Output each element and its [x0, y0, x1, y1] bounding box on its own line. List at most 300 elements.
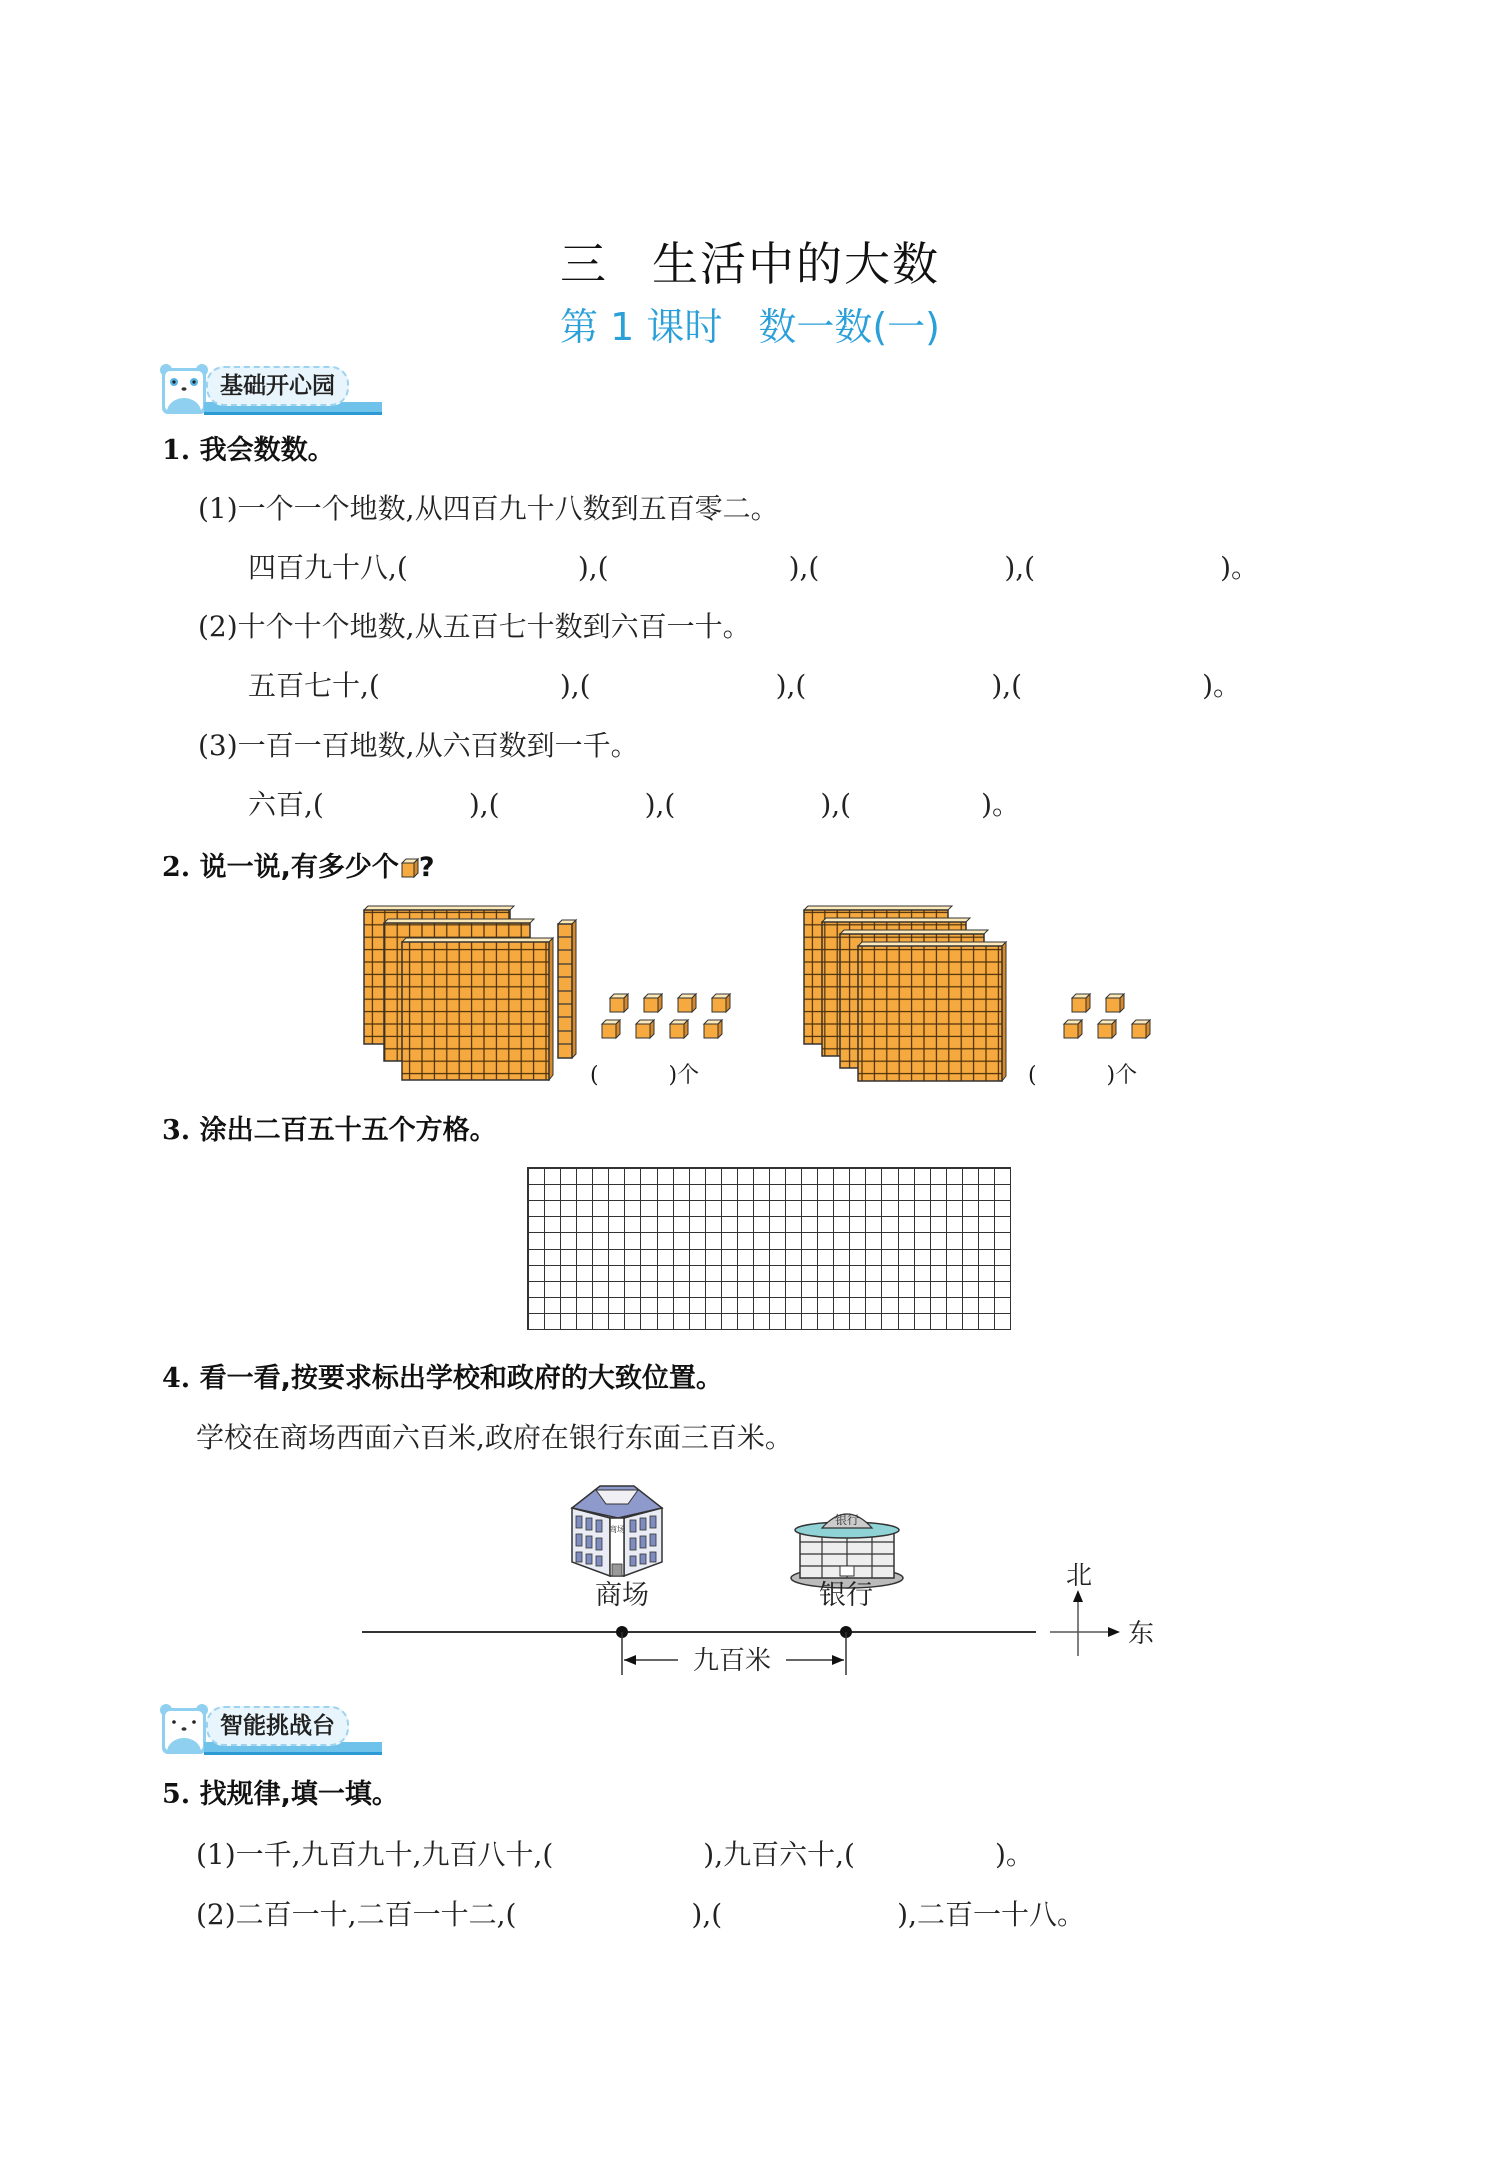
grid-cell[interactable] [866, 1233, 882, 1249]
grid-cell[interactable] [770, 1217, 786, 1233]
grid-cell[interactable] [802, 1217, 818, 1233]
grid-cell[interactable] [641, 1314, 657, 1330]
grid-cell[interactable] [979, 1266, 995, 1282]
grid-cell[interactable] [802, 1282, 818, 1298]
grid-cell[interactable] [915, 1250, 931, 1266]
grid-cell[interactable] [722, 1169, 738, 1185]
grid-cell[interactable] [850, 1282, 866, 1298]
grid-cell[interactable] [561, 1233, 577, 1249]
grid-cell[interactable] [802, 1169, 818, 1185]
grid-cell[interactable] [641, 1250, 657, 1266]
grid-cell[interactable] [979, 1314, 995, 1330]
grid-cell[interactable] [529, 1314, 545, 1330]
grid-cell[interactable] [931, 1250, 947, 1266]
grid-cell[interactable] [561, 1201, 577, 1217]
grid-cell[interactable] [995, 1298, 1011, 1314]
grid-cell[interactable] [529, 1185, 545, 1201]
grid-cell[interactable] [690, 1298, 706, 1314]
grid-cell[interactable] [963, 1266, 979, 1282]
grid-cell[interactable] [963, 1298, 979, 1314]
grid-cell[interactable] [722, 1233, 738, 1249]
grid-cell[interactable] [915, 1298, 931, 1314]
grid-cell[interactable] [722, 1282, 738, 1298]
grid-cell[interactable] [786, 1201, 802, 1217]
grid-cell[interactable] [577, 1201, 593, 1217]
grid-cell[interactable] [802, 1233, 818, 1249]
grid-cell[interactable] [834, 1185, 850, 1201]
grid-cell[interactable] [545, 1266, 561, 1282]
grid-cell[interactable] [706, 1201, 722, 1217]
grid-cell[interactable] [802, 1266, 818, 1282]
grid-cell[interactable] [706, 1217, 722, 1233]
grid-cell[interactable] [690, 1266, 706, 1282]
grid-cell[interactable] [866, 1185, 882, 1201]
grid-cell[interactable] [818, 1169, 834, 1185]
grid-cell[interactable] [963, 1217, 979, 1233]
grid-cell[interactable] [754, 1233, 770, 1249]
grid-cell[interactable] [738, 1314, 754, 1330]
grid-cell[interactable] [931, 1282, 947, 1298]
grid-cell[interactable] [577, 1217, 593, 1233]
grid-cell[interactable] [947, 1282, 963, 1298]
grid-cell[interactable] [882, 1233, 898, 1249]
grid-cell[interactable] [866, 1217, 882, 1233]
grid-cell[interactable] [979, 1233, 995, 1249]
grid-cell[interactable] [658, 1185, 674, 1201]
grid-cell[interactable] [545, 1169, 561, 1185]
grid-cell[interactable] [818, 1233, 834, 1249]
grid-cell[interactable] [738, 1185, 754, 1201]
grid-cell[interactable] [593, 1233, 609, 1249]
grid-cell[interactable] [899, 1282, 915, 1298]
grid-cell[interactable] [722, 1217, 738, 1233]
grid-cell[interactable] [834, 1217, 850, 1233]
grid-cell[interactable] [850, 1201, 866, 1217]
grid-cell[interactable] [625, 1169, 641, 1185]
grid-cell[interactable] [722, 1201, 738, 1217]
grid-cell[interactable] [866, 1201, 882, 1217]
grid-cell[interactable] [931, 1201, 947, 1217]
grid-cell[interactable] [593, 1298, 609, 1314]
grid-cell[interactable] [658, 1282, 674, 1298]
location-map[interactable] [360, 1470, 1190, 1680]
grid-cell[interactable] [674, 1314, 690, 1330]
grid-cell[interactable] [882, 1250, 898, 1266]
grid-cell[interactable] [770, 1233, 786, 1249]
grid-cell[interactable] [754, 1201, 770, 1217]
grid-cell[interactable] [722, 1266, 738, 1282]
grid-cell[interactable] [786, 1282, 802, 1298]
grid-cell[interactable] [658, 1201, 674, 1217]
grid-cell[interactable] [690, 1169, 706, 1185]
grid-cell[interactable] [770, 1169, 786, 1185]
grid-cell[interactable] [786, 1169, 802, 1185]
grid-cell[interactable] [770, 1266, 786, 1282]
grid-cell[interactable] [609, 1233, 625, 1249]
grid-cell[interactable] [818, 1266, 834, 1282]
grid-cell[interactable] [738, 1250, 754, 1266]
grid-cell[interactable] [529, 1282, 545, 1298]
grid-cell[interactable] [947, 1185, 963, 1201]
grid-cell[interactable] [561, 1298, 577, 1314]
grid-cell[interactable] [658, 1217, 674, 1233]
grid-cell[interactable] [545, 1250, 561, 1266]
grid-cell[interactable] [850, 1169, 866, 1185]
grid-cell[interactable] [834, 1298, 850, 1314]
grid-cell[interactable] [738, 1233, 754, 1249]
grid-cell[interactable] [882, 1169, 898, 1185]
grid-cell[interactable] [754, 1250, 770, 1266]
grid-cell[interactable] [818, 1282, 834, 1298]
grid-cell[interactable] [593, 1266, 609, 1282]
grid-cell[interactable] [545, 1298, 561, 1314]
figure-1-answer-blank[interactable]: ( )个 [590, 1063, 700, 1088]
grid-cell[interactable] [674, 1282, 690, 1298]
grid-cell[interactable] [770, 1282, 786, 1298]
grid-cell[interactable] [529, 1233, 545, 1249]
grid-cell[interactable] [963, 1169, 979, 1185]
grid-cell[interactable] [947, 1266, 963, 1282]
grid-cell[interactable] [850, 1314, 866, 1330]
grid-cell[interactable] [754, 1282, 770, 1298]
grid-cell[interactable] [625, 1298, 641, 1314]
grid-cell[interactable] [561, 1250, 577, 1266]
grid-cell[interactable] [690, 1282, 706, 1298]
grid-cell[interactable] [770, 1298, 786, 1314]
grid-cell[interactable] [834, 1201, 850, 1217]
grid-cell[interactable] [529, 1298, 545, 1314]
grid-cell[interactable] [931, 1266, 947, 1282]
grid-cell[interactable] [963, 1185, 979, 1201]
grid-cell[interactable] [690, 1217, 706, 1233]
grid-cell[interactable] [899, 1169, 915, 1185]
grid-cell[interactable] [770, 1314, 786, 1330]
grid-cell[interactable] [609, 1185, 625, 1201]
grid-cell[interactable] [818, 1185, 834, 1201]
grid-cell[interactable] [625, 1201, 641, 1217]
grid-cell[interactable] [641, 1282, 657, 1298]
grid-cell[interactable] [529, 1217, 545, 1233]
grid-cell[interactable] [931, 1185, 947, 1201]
grid-cell[interactable] [931, 1314, 947, 1330]
grid-cell[interactable] [786, 1314, 802, 1330]
grid-cell[interactable] [658, 1314, 674, 1330]
grid-cell[interactable] [545, 1282, 561, 1298]
grid-cell[interactable] [882, 1314, 898, 1330]
grid-cell[interactable] [834, 1282, 850, 1298]
grid-cell[interactable] [866, 1282, 882, 1298]
grid-cell[interactable] [947, 1217, 963, 1233]
grid-cell[interactable] [786, 1250, 802, 1266]
grid-cell[interactable] [625, 1282, 641, 1298]
grid-cell[interactable] [674, 1250, 690, 1266]
grid-cell[interactable] [561, 1185, 577, 1201]
grid-cell[interactable] [690, 1201, 706, 1217]
grid-cell[interactable] [561, 1217, 577, 1233]
grid-cell[interactable] [577, 1282, 593, 1298]
grid-cell[interactable] [625, 1314, 641, 1330]
grid-cell[interactable] [609, 1298, 625, 1314]
grid-cell[interactable] [818, 1314, 834, 1330]
grid-cell[interactable] [674, 1233, 690, 1249]
grid-cell[interactable] [609, 1217, 625, 1233]
grid-cell[interactable] [722, 1250, 738, 1266]
grid-cell[interactable] [658, 1169, 674, 1185]
grid-cell[interactable] [786, 1185, 802, 1201]
grid-cell[interactable] [818, 1298, 834, 1314]
grid-cell[interactable] [963, 1233, 979, 1249]
grid-cell[interactable] [625, 1185, 641, 1201]
grid-cell[interactable] [674, 1266, 690, 1282]
grid-cell[interactable] [754, 1298, 770, 1314]
grid-cell[interactable] [690, 1185, 706, 1201]
grid-cell[interactable] [625, 1217, 641, 1233]
grid-cell[interactable] [674, 1217, 690, 1233]
grid-cell[interactable] [786, 1266, 802, 1282]
grid-cell[interactable] [690, 1314, 706, 1330]
grid-cell[interactable] [722, 1298, 738, 1314]
grid-cell[interactable] [690, 1233, 706, 1249]
grid-cell[interactable] [995, 1217, 1011, 1233]
grid-cell[interactable] [979, 1282, 995, 1298]
grid-cell[interactable] [931, 1298, 947, 1314]
grid-cell[interactable] [882, 1282, 898, 1298]
grid-cell[interactable] [770, 1201, 786, 1217]
grid-cell[interactable] [738, 1266, 754, 1282]
grid-cell[interactable] [882, 1266, 898, 1282]
grid-cell[interactable] [915, 1314, 931, 1330]
grid-cell[interactable] [609, 1282, 625, 1298]
grid-cell[interactable] [706, 1298, 722, 1314]
grid-cell[interactable] [738, 1201, 754, 1217]
grid-cell[interactable] [674, 1298, 690, 1314]
grid-cell[interactable] [770, 1250, 786, 1266]
grid-cell[interactable] [545, 1217, 561, 1233]
grid-cell[interactable] [641, 1298, 657, 1314]
grid-cell[interactable] [899, 1266, 915, 1282]
grid-cell[interactable] [674, 1201, 690, 1217]
grid-cell[interactable] [593, 1250, 609, 1266]
grid-cell[interactable] [850, 1185, 866, 1201]
grid-cell[interactable] [947, 1233, 963, 1249]
grid-cell[interactable] [706, 1169, 722, 1185]
grid-cell[interactable] [722, 1185, 738, 1201]
grid-cell[interactable] [866, 1266, 882, 1282]
grid-cell[interactable] [899, 1298, 915, 1314]
coloring-grid[interactable] [527, 1167, 1011, 1330]
grid-cell[interactable] [561, 1169, 577, 1185]
grid-cell[interactable] [658, 1298, 674, 1314]
grid-cell[interactable] [577, 1266, 593, 1282]
grid-cell[interactable] [577, 1233, 593, 1249]
grid-cell[interactable] [915, 1169, 931, 1185]
grid-cell[interactable] [641, 1233, 657, 1249]
grid-cell[interactable] [529, 1266, 545, 1282]
grid-cell[interactable] [561, 1266, 577, 1282]
grid-cell[interactable] [529, 1250, 545, 1266]
grid-cell[interactable] [979, 1250, 995, 1266]
grid-cell[interactable] [947, 1169, 963, 1185]
grid-cell[interactable] [947, 1250, 963, 1266]
grid-cell[interactable] [706, 1233, 722, 1249]
grid-cell[interactable] [738, 1282, 754, 1298]
grid-cell[interactable] [850, 1298, 866, 1314]
grid-cell[interactable] [850, 1250, 866, 1266]
grid-cell[interactable] [625, 1250, 641, 1266]
grid-cell[interactable] [609, 1169, 625, 1185]
grid-cell[interactable] [641, 1201, 657, 1217]
grid-cell[interactable] [882, 1185, 898, 1201]
grid-cell[interactable] [899, 1185, 915, 1201]
grid-cell[interactable] [882, 1217, 898, 1233]
grid-cell[interactable] [545, 1185, 561, 1201]
grid-cell[interactable] [979, 1185, 995, 1201]
grid-cell[interactable] [658, 1233, 674, 1249]
grid-cell[interactable] [834, 1233, 850, 1249]
grid-cell[interactable] [593, 1217, 609, 1233]
grid-cell[interactable] [818, 1217, 834, 1233]
grid-cell[interactable] [915, 1217, 931, 1233]
grid-cell[interactable] [658, 1250, 674, 1266]
grid-cell[interactable] [625, 1233, 641, 1249]
grid-cell[interactable] [561, 1282, 577, 1298]
grid-cell[interactable] [899, 1250, 915, 1266]
grid-cell[interactable] [561, 1314, 577, 1330]
grid-cell[interactable] [963, 1314, 979, 1330]
grid-cell[interactable] [593, 1185, 609, 1201]
grid-cell[interactable] [577, 1185, 593, 1201]
grid-cell[interactable] [754, 1266, 770, 1282]
grid-cell[interactable] [947, 1298, 963, 1314]
grid-cell[interactable] [577, 1169, 593, 1185]
grid-cell[interactable] [995, 1169, 1011, 1185]
grid-cell[interactable] [786, 1298, 802, 1314]
grid-cell[interactable] [545, 1314, 561, 1330]
grid-cell[interactable] [995, 1282, 1011, 1298]
grid-cell[interactable] [529, 1169, 545, 1185]
grid-cell[interactable] [995, 1250, 1011, 1266]
grid-cell[interactable] [738, 1169, 754, 1185]
grid-cell[interactable] [963, 1250, 979, 1266]
figure-2-answer-blank[interactable]: ( )个 [1028, 1063, 1138, 1088]
grid-cell[interactable] [706, 1185, 722, 1201]
grid-cell[interactable] [529, 1201, 545, 1217]
grid-cell[interactable] [754, 1217, 770, 1233]
grid-cell[interactable] [834, 1314, 850, 1330]
grid-cell[interactable] [850, 1217, 866, 1233]
grid-cell[interactable] [722, 1314, 738, 1330]
grid-cell[interactable] [545, 1201, 561, 1217]
grid-cell[interactable] [754, 1185, 770, 1201]
grid-cell[interactable] [818, 1250, 834, 1266]
grid-cell[interactable] [593, 1314, 609, 1330]
grid-cell[interactable] [738, 1217, 754, 1233]
grid-cell[interactable] [641, 1266, 657, 1282]
grid-cell[interactable] [850, 1266, 866, 1282]
grid-cell[interactable] [979, 1298, 995, 1314]
grid-cell[interactable] [866, 1314, 882, 1330]
grid-cell[interactable] [834, 1169, 850, 1185]
grid-cell[interactable] [609, 1314, 625, 1330]
grid-cell[interactable] [641, 1217, 657, 1233]
grid-cell[interactable] [882, 1201, 898, 1217]
grid-cell[interactable] [915, 1233, 931, 1249]
grid-cell[interactable] [593, 1201, 609, 1217]
grid-cell[interactable] [674, 1185, 690, 1201]
grid-cell[interactable] [577, 1250, 593, 1266]
grid-cell[interactable] [641, 1169, 657, 1185]
grid-cell[interactable] [786, 1233, 802, 1249]
grid-cell[interactable] [609, 1250, 625, 1266]
grid-cell[interactable] [802, 1250, 818, 1266]
grid-cell[interactable] [995, 1185, 1011, 1201]
grid-cell[interactable] [979, 1201, 995, 1217]
grid-cell[interactable] [915, 1266, 931, 1282]
grid-cell[interactable] [995, 1201, 1011, 1217]
grid-cell[interactable] [834, 1250, 850, 1266]
grid-cell[interactable] [609, 1201, 625, 1217]
grid-cell[interactable] [754, 1314, 770, 1330]
grid-cell[interactable] [577, 1298, 593, 1314]
grid-cell[interactable] [866, 1298, 882, 1314]
grid-cell[interactable] [915, 1185, 931, 1201]
grid-cell[interactable] [754, 1169, 770, 1185]
grid-cell[interactable] [947, 1314, 963, 1330]
grid-cell[interactable] [593, 1169, 609, 1185]
grid-cell[interactable] [786, 1217, 802, 1233]
grid-cell[interactable] [577, 1314, 593, 1330]
grid-cell[interactable] [706, 1314, 722, 1330]
grid-cell[interactable] [979, 1169, 995, 1185]
grid-cell[interactable] [995, 1233, 1011, 1249]
grid-cell[interactable] [866, 1250, 882, 1266]
grid-cell[interactable] [963, 1201, 979, 1217]
grid-cell[interactable] [706, 1266, 722, 1282]
grid-cell[interactable] [658, 1266, 674, 1282]
grid-cell[interactable] [931, 1169, 947, 1185]
grid-cell[interactable] [979, 1217, 995, 1233]
grid-cell[interactable] [995, 1314, 1011, 1330]
grid-cell[interactable] [609, 1266, 625, 1282]
grid-cell[interactable] [947, 1201, 963, 1217]
grid-cell[interactable] [899, 1217, 915, 1233]
grid-cell[interactable] [690, 1250, 706, 1266]
grid-cell[interactable] [834, 1266, 850, 1282]
grid-cell[interactable] [899, 1201, 915, 1217]
grid-cell[interactable] [706, 1282, 722, 1298]
grid-cell[interactable] [674, 1169, 690, 1185]
grid-cell[interactable] [915, 1282, 931, 1298]
grid-cell[interactable] [802, 1298, 818, 1314]
grid-cell[interactable] [963, 1282, 979, 1298]
grid-cell[interactable] [931, 1217, 947, 1233]
grid-cell[interactable] [866, 1169, 882, 1185]
grid-cell[interactable] [545, 1233, 561, 1249]
grid-cell[interactable] [995, 1266, 1011, 1282]
grid-cell[interactable] [802, 1314, 818, 1330]
grid-cell[interactable] [706, 1250, 722, 1266]
grid-cell[interactable] [802, 1185, 818, 1201]
grid-cell[interactable] [931, 1233, 947, 1249]
grid-cell[interactable] [625, 1266, 641, 1282]
grid-cell[interactable] [899, 1233, 915, 1249]
grid-cell[interactable] [593, 1282, 609, 1298]
grid-cell[interactable] [899, 1314, 915, 1330]
grid-cell[interactable] [850, 1233, 866, 1249]
grid-cell[interactable] [802, 1201, 818, 1217]
grid-cell[interactable] [770, 1185, 786, 1201]
grid-cell[interactable] [915, 1201, 931, 1217]
